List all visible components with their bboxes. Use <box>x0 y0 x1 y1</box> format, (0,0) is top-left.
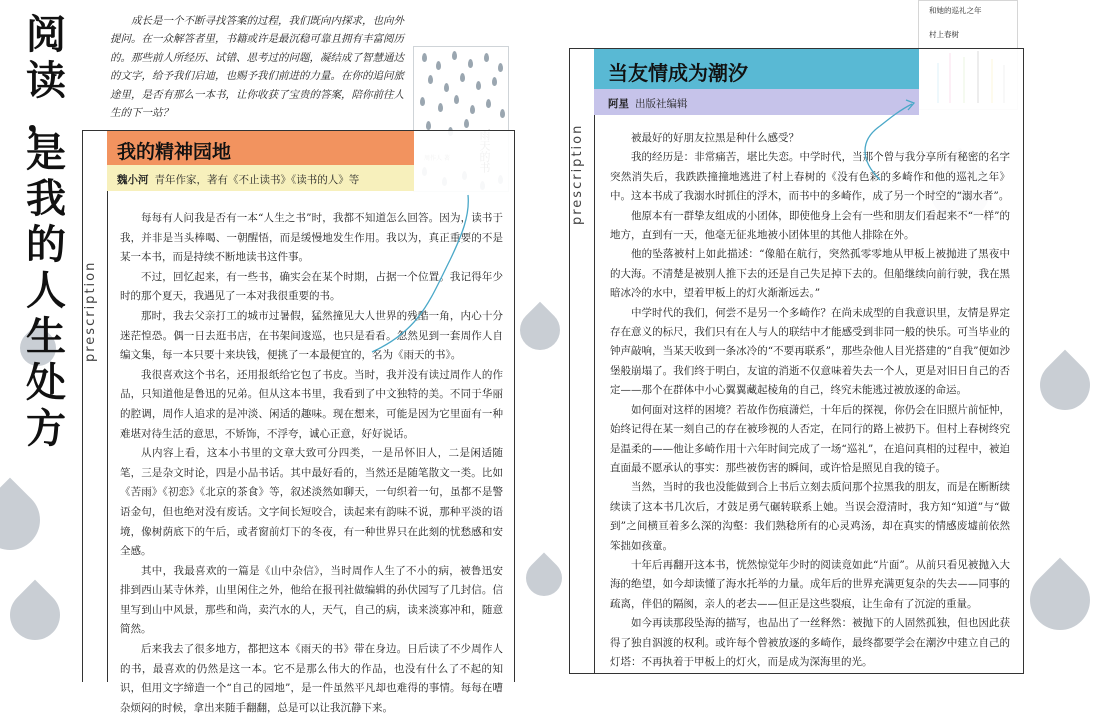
vertical-title-char: 的 <box>26 222 66 268</box>
article-body <box>120 209 503 718</box>
vertical-title-char: 我 <box>26 176 66 222</box>
vertical-title-char: 方 <box>26 406 66 452</box>
article-paragraph: 我很喜欢这个书名，还用报纸给它包了书皮。当时，我并没有读过周作人的作品，只知道他是鲁迅的兄弟。但从这本书里，我看到了中文独特的美。不同于华丽的腔调，周作人追求的是冲淡、闲适的趣味。现在想来，可能是因为它里面有一种难堪对待生活的意思，不矫饰，不浮夸，诚心正意，好好说话。 <box>120 368 503 440</box>
book-cover-author: 村上春树 <box>929 30 959 39</box>
article-paragraph: 其中，我最喜欢的一篇是《山中杂信》，当时周作人生了不小的病，被鲁迅安排到西山某寺休养，山里闲住之外，他给在报刊社做编辑的孙伏园写了几封信。信里写到山中风景，那些和尚，卖汽水的人，天气，自己的病，读来淡寡冲和，随意简然。 <box>120 564 503 636</box>
raindrop-decoration <box>512 302 569 359</box>
article-paragraph: 十年后再翻开这本书，恍然惊觉年少时的阅读竟如此“片面”。从前只看见被抛入大海的绝望，如今却读懂了海水托举的力量。成年后的世界充满更复杂的失去——同事的疏离，伴侣的隔阂，亲人的老去——但正是这些裂痕，让生命有了沉淀的重量。 <box>610 558 1010 610</box>
vertical-title-char: ， <box>26 94 66 140</box>
vertical-page-title <box>22 12 70 452</box>
vertical-title-char: 处 <box>26 360 66 406</box>
article-paragraph: 当然，当时的我也没能做到合上书后立刻去质问那个拉黑我的朋友，而是在断断续续读了这本书几次后，才鼓足勇气碾转联系上她。当误会澄清时，我方知“知道”与“做到”之间横亘着多么深的沟壑：我们熟稔所有的心灵鸡汤，却在真实的情感废墟前依然笨拙如孩童。 <box>610 481 1010 552</box>
article-panel-left <box>82 130 515 714</box>
article-paragraph: 每每有人问我是否有一本“人生之书”时，我都不知道怎么回答。因为，读书于我，并非是当头棒喝、一朝醒悟，而是缓慢地发生作用。我以为，真正重要的不是某一本书，而是持续不断地读书这件事。 <box>120 212 503 264</box>
article-paragraph: 那时，我去父亲打工的城市过暑假，猛然撞见大人世界的残酷一角，内心十分迷茫惶恐。偶一日去逛书店，在书架间逡巡，也只是看看。忽然见到一套周作人自编文集，每一本只要十来块钱，便挑了一本最便宜的，名为《雨天的书》。 <box>120 309 503 362</box>
vertical-title-char: 人 <box>26 268 66 314</box>
author-name: 魏小河 <box>117 174 149 186</box>
vertical-title-char: 是 <box>26 130 66 176</box>
vertical-title-char: 读 <box>26 58 66 104</box>
article-title: 当友情成为潮汐 <box>594 49 919 89</box>
raindrop-decoration <box>519 553 570 604</box>
author-name: 阿星 <box>608 98 629 110</box>
article-paragraph: 从内容上看，这本小书里的文章大致可分四类，一是吊怀旧人，二是闲适随笔，三是杂文时论，四是小品书话。其中最好看的，当然还是随笔散文一类。比如《苦雨》《初恋》《北京的茶食》等，叙述淡然如聊天，一句织着一句，虽都不是警语金句，但也绝对没有废话。文字间长短咬合，读起来有韵味不说，那种平淡的语境，像树荫底下的午后，或者窗前灯下的冬夜，有一种世界只在此刻的忧愁感和安全感。 <box>120 447 503 558</box>
raindrop-decoration <box>0 478 52 563</box>
article-panel-right <box>569 48 1024 674</box>
raindrop-decoration <box>1030 350 1101 421</box>
side-label-prescription: prescription <box>570 123 585 225</box>
vertical-title-char: 生 <box>26 314 66 360</box>
article-title: 我的精神园地 <box>107 131 414 165</box>
intro-paragraph: 成长是一个不断寻找答案的过程，我们既向内探求，也向外提问。在一众解答者里，书籍或许是最沉稳可靠且拥有丰富阅历的。那些前人所经历、试错、思考过的问题，凝结成了智慧通达的文字，给予我们启迪，也赐予我们前进的力量。在你的追问旅途里，是否有那么一本书，让你收获了宝贵的答案，陪你前往人生的下一站？ <box>110 15 404 120</box>
panel-divider <box>594 49 595 673</box>
vertical-title-char: 阅 <box>26 12 66 58</box>
article-paragraph: 我的经历是：非常痛苦，堪比失恋。中学时代，当那个曾与我分享所有秘密的名字突然消失后，我跌跌撞撞地逃进了村上春树的《没有色彩的多崎作和他的巡礼之年》中。这本书成了我溺水时抓住的浮木，而书中的多崎作，成了另一个时空的“溺水者”。 <box>610 151 1010 203</box>
author-description: 青年作家，著有《不止读书》《读书的人》等 <box>154 174 360 186</box>
author-description: 出版社编辑 <box>635 98 688 110</box>
article-paragraph: 如今再读那段坠海的描写，也品出了一丝释然：被抛下的人固然孤独，但也因此获得了独自泅渡的权利。或许每个曾被放逐的多崎作，最终都要学会在潮汐中建立自己的灯塔：不再执着于甲板上的灯火，而是成为深海里的光。 <box>610 617 1010 668</box>
article-paragraph: 不过，回忆起来，有一些书，确实会在某个时期，占据一个位置。我记得年少时的那个夏天，我遇见了一本对我很重要的书。 <box>120 270 503 303</box>
article-paragraph: 中学时代的我们，何尝不是另一个多崎作？在尚未成型的自我意识里，友情是界定存在意义的标尺，我们只有在人与人的联结中才能感受到非同一般的快乐。可当毕业的钟声敲响，当某天收到一条冰冷的“不要再联系”，那些杂他人目光搭建的“自我”便如沙堡般崩塌了。我们终于明白，友谊的消逝不仅意味着失去一个人，更是对旧日自己的否定——那个在群体中小心翼翼藏起棱角的自己，终究未能逃过被放逐的命运。 <box>610 306 1010 397</box>
article-paragraph: 他原本有一群挚友组成的小团体，即使他身上会有一些和朋友们看起来不“一样”的地方，直到有一天，他毫无征兆地被小团体里的其他人排除在外。 <box>610 209 1010 242</box>
panel-divider <box>107 131 108 682</box>
side-label-prescription: prescription <box>83 260 98 362</box>
article-paragraph: 后来我去了很多地方，都把这本《雨天的书》带在身边。日后读了不少周作人的书，最喜欢的仍然是这一本。它不是那么伟大的作品，也没有什么了不起的知识，但用文字缔造一个“自己的园地”，是一件虽然平凡却也难得的事情。每每在嘈杂烦闷的时候，拿出来随手翻翻，总是可以让我沉静下来。 <box>120 643 503 714</box>
article-paragraph: 被最好的好朋友拉黑是种什么感受？ <box>631 132 799 144</box>
author-bar <box>107 165 414 191</box>
article-body <box>610 129 1010 672</box>
book-cover-title: 和她的巡礼之年 <box>929 6 982 15</box>
raindrop-decoration <box>1018 558 1102 643</box>
article-paragraph: 他的坠落被村上如此描述：“像船在航行，突然孤零零地从甲板上被抛进了黑夜中的大海。不清楚是被别人推下去的还是自己失足掉下去的。但船继续向前行驶，我在黑暗冰冷的水中，望着甲板上的灯火渐渐远去。” <box>610 248 1010 300</box>
raindrop-decoration <box>0 580 70 651</box>
article-paragraph: 如何面对这样的困境？若故作伤痕潇烂，十年后的探视，你仍会在旧照片前怔忡，始终记得在某一刻自己的存在被珍视的人否定，在同行的路上被扔下。但村上春树终究是温柔的——他让多崎作用十六年时间完成了一场“巡礼”，在追问真相的过程中，被迫直面最不愿承认的事实：那些被伤害的瞬间，或许恰是照见自我的镜子。 <box>610 403 1010 474</box>
author-bar <box>594 89 919 115</box>
